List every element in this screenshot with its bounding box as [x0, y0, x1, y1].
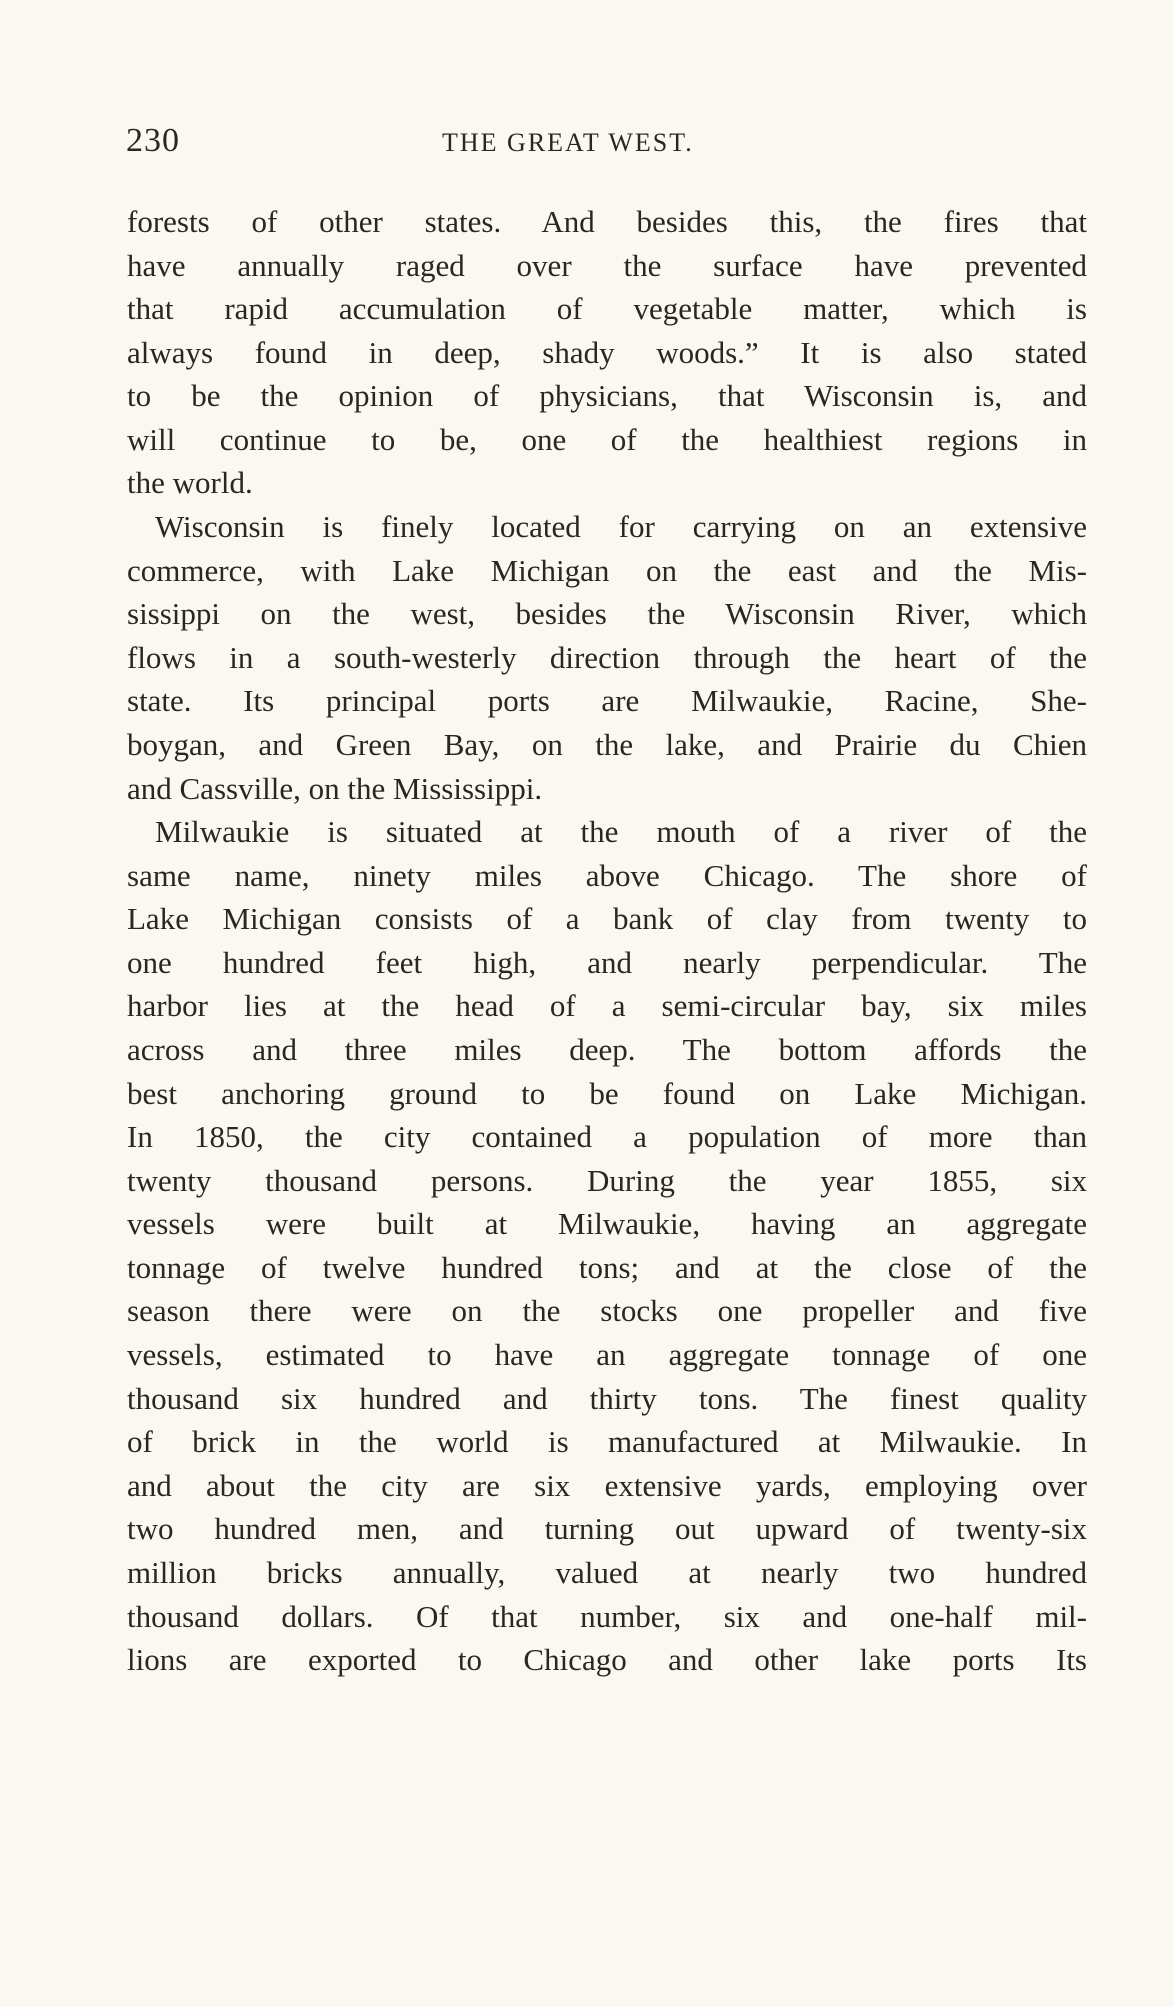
text-line: and about the city are six extensive yards, employing over	[127, 1467, 1087, 1503]
text-line: harbor lies at the head of a semi-circular bay, six miles	[127, 988, 1087, 1024]
text-line: one hundred feet high, and nearly perpendicular. The	[127, 944, 1087, 980]
text-line: vessels were built at Milwaukie, having an aggregate	[127, 1206, 1087, 1242]
text-line: season there were on the stocks one propeller and five	[127, 1293, 1087, 1329]
text-line: Lake Michigan consists of a bank of clay from twenty to	[127, 901, 1087, 937]
text-line: that rapid accumulation of vegetable matter, which is	[127, 291, 1087, 327]
text-line: forests of other states. And besides this, the fires that	[127, 204, 1087, 239]
text-line: twenty thousand persons. During the year 1855, six	[127, 1162, 1087, 1198]
text-line: tonnage of twelve hundred tons; and at the close of the	[127, 1249, 1087, 1285]
text-line: sissippi on the west, besides the Wisconsin River, which	[127, 596, 1087, 632]
text-line: boygan, and Green Bay, on the lake, and Prairie du Chien	[127, 726, 1087, 762]
text-line: to be the opinion of physicians, that Wisconsin is, and	[127, 378, 1087, 414]
text-line: thousand dollars. Of that number, six and one-half mil-	[127, 1598, 1087, 1634]
text-line: million bricks annually, valued at nearly two hundred	[127, 1554, 1087, 1590]
text-line: best anchoring ground to be found on Lake Michigan.	[127, 1075, 1087, 1111]
page-number: 230	[126, 122, 180, 159]
text-line: flows in a south-westerly direction through the heart of the	[127, 639, 1087, 675]
text-line: state. Its principal ports are Milwaukie, Racine, She-	[127, 683, 1087, 719]
body-text	[127, 200, 1087, 1682]
page-header	[126, 122, 1086, 170]
text-line: commerce, with Lake Michigan on the east and the Mis-	[127, 552, 1087, 588]
text-line: across and three miles deep. The bottom affords the	[127, 1031, 1087, 1067]
text-line: vessels, estimated to have an aggregate tonnage of one	[127, 1337, 1087, 1373]
text-line: always found in deep, shady woods.” It is also stated	[127, 334, 1087, 370]
text-line: lions are exported to Chicago and other lake ports Its	[127, 1642, 1087, 1678]
text-line: the world.	[127, 465, 253, 501]
text-line: and Cassville, on the Mississippi.	[127, 770, 543, 806]
paragraph-start-line: Wisconsin is finely located for carrying on an extensive	[155, 509, 1087, 545]
paragraph-start-line: Milwaukie is situated at the mouth of a river of the	[155, 814, 1087, 850]
text-line: of brick in the world is manufactured at Milwaukie. In	[127, 1424, 1087, 1460]
text-line: thousand six hundred and thirty tons. The finest quality	[127, 1380, 1087, 1416]
text-line: two hundred men, and turning out upward of twenty-six	[127, 1511, 1087, 1547]
text-line: will continue to be, one of the healthiest regions in	[127, 421, 1087, 457]
running-head: THE GREAT WEST.	[442, 128, 694, 157]
text-line: same name, ninety miles above Chicago. The shore of	[127, 857, 1087, 893]
text-line: In 1850, the city contained a population of more than	[127, 1119, 1087, 1155]
text-line: have annually raged over the surface have prevented	[127, 247, 1087, 283]
